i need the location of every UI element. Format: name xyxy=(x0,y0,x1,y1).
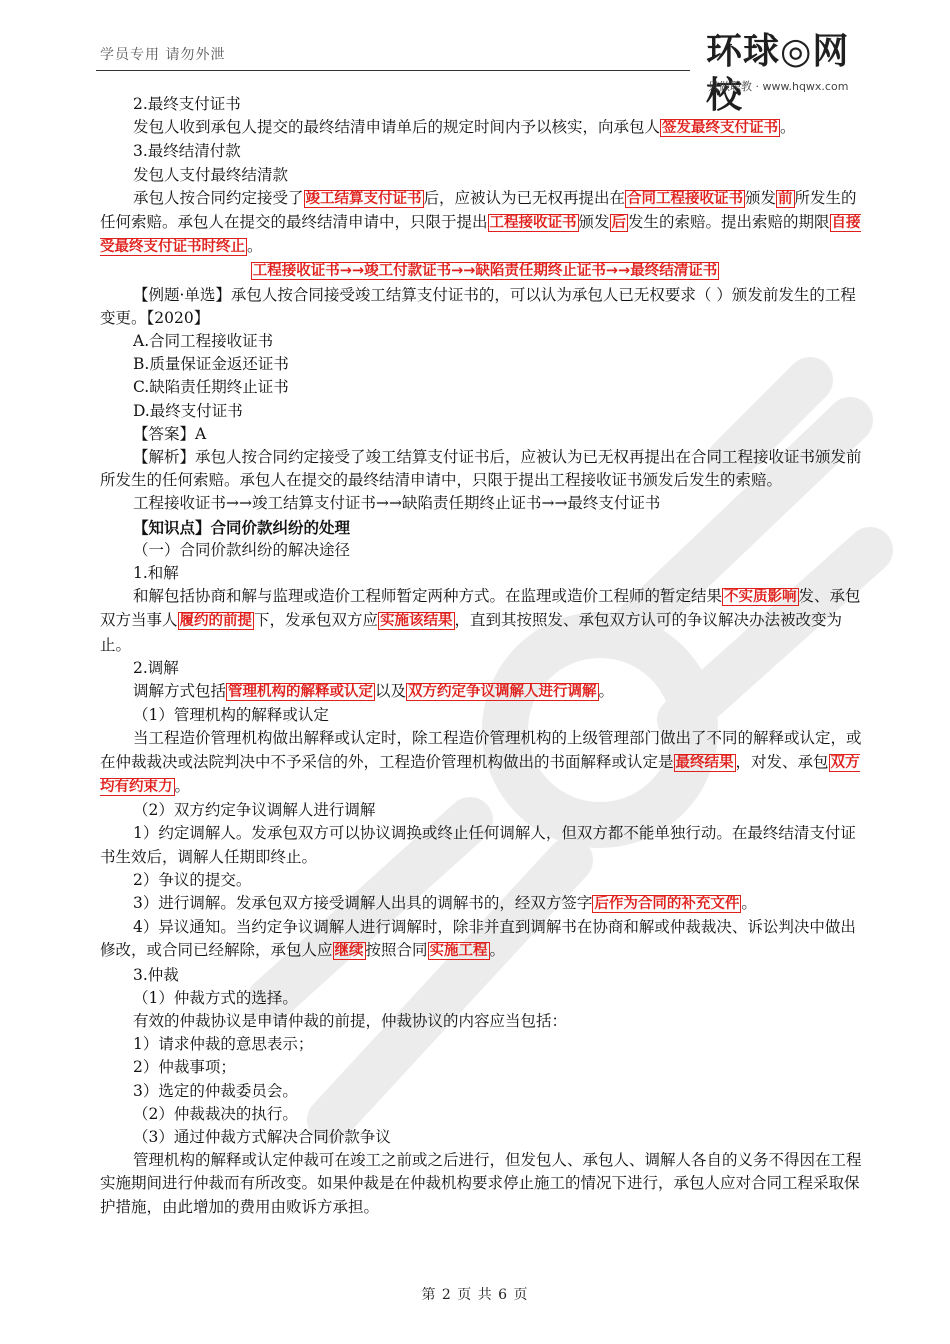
paragraph: 管理机构的解释或认定仲裁可在竣工之前或之后进行，但发包人、承包人、调解人各自的义务不得因在工程实施期间进行仲裁而有所改变。如果仲裁是在仲裁机构要求停止施工的情况下进行，承包人应对合同工程采取保护措施，由此增加的费用由败诉方承担。 xyxy=(100,1151,862,1216)
list-item: 2）仲裁事项； xyxy=(133,1058,236,1077)
highlight-term: 工程接收证书 xyxy=(489,215,577,232)
paragraph: 调解方式包括 管理机构的解释或认定 以及 双方约定争议调解人进行调解 。 xyxy=(133,682,615,701)
brand-logo xyxy=(706,30,886,116)
subsection-heading: 3.仲裁 xyxy=(133,965,179,984)
paragraph: 当工程造价管理机构做出解释或认定时，除工程造价管理机构的上级管理部门做出了不同的解释或认定，或在仲裁裁决或法院判决中不予采信的外，工程造价管理机构做出的书面解释或认定是 最终结果 ，对发、承包 双方均有约束力 。 xyxy=(100,729,862,795)
paragraph: 承包人按合同约定接受了 竣工结算支付证书 后，应被认为已无权再提出在 合同工程接收证书 颁发 前 所发生的任何索赔。承包人在提交的最终结清申请中，只限于提出 工程接收证书 颁发 后 发生的索赔。提出索赔的期限 自接受最终支付证书时终止 。 xyxy=(100,188,861,256)
paragraph: 4）异议通知。当约定争议调解人进行调解时，除非并直到调解书在协商和解或仲裁裁决、诉讼判决中做出修改，或合同已经解除，承包人应 继续 按照合同 实施工程 。 xyxy=(100,918,856,960)
highlight-term: 最终结果 xyxy=(675,754,734,771)
paragraph: 3）进行调解。发承包双方接受调解人出具的调解书的，经双方签字 后作为合同的补充文件 。 xyxy=(133,893,757,912)
item-heading: （2）双方约定争议调解人进行调解 xyxy=(133,801,376,820)
highlight-term: 双方均有约束力 xyxy=(100,754,860,795)
option-b: B.质量保证金返还证书 xyxy=(133,355,289,374)
flow-highlight: 工程接收证书→→竣工付款证书→→缺陷责任期终止证书→→最终结清证书 xyxy=(252,263,718,280)
highlight-term: 实施工程 xyxy=(429,943,488,960)
highlight-term: 合同工程接收证书 xyxy=(627,190,744,207)
paragraph: 2）争议的提交。 xyxy=(133,870,252,889)
highlight-term: 管理机构的解释或认定 xyxy=(228,684,374,701)
flow-summary: 工程接收证书→→竣工结算支付证书→→缺陷责任期终止证书→→最终支付证书 xyxy=(133,494,661,513)
highlight-term: 实施该结果 xyxy=(380,613,453,630)
heading-final-payment-cert: 2.最终支付证书 xyxy=(133,95,241,113)
example-question: 【例题·单选】承包人按合同接受竣工结算支付证书的，可以认为承包人已无权要求（ ）颁发前发生的工程变更。【2020】 xyxy=(100,285,856,327)
highlight-term: 继续 xyxy=(334,943,364,960)
logo-tagline: 只做职教 · www.hqwx.com xyxy=(708,80,849,93)
list-item: 3）选定的仲裁委员会。 xyxy=(133,1081,298,1100)
item-heading: （2）仲裁裁决的执行。 xyxy=(133,1104,298,1123)
explanation: 【解析】承包人按合同约定接受了竣工结算支付证书后，应被认为已无权再提出在合同工程接收证书颁发前所发生的任何索赔。承包人在提交的最终结清申请中，只限于提出工程接收证书颁发后发生的索赔。 xyxy=(100,448,862,490)
option-d: D.最终支付证书 xyxy=(133,401,243,420)
highlight-term: 双方约定争议调解人进行调解 xyxy=(408,684,597,701)
answer: 【答案】A xyxy=(133,424,207,443)
highlight-term: 竣工结算支付证书 xyxy=(305,190,422,207)
header-notice: 学员专用 请勿外泄 xyxy=(100,47,226,63)
highlight-term: 后 xyxy=(611,215,627,232)
paragraph: 发包人支付最终结清款 xyxy=(133,165,289,184)
paragraph: 发包人收到承包人提交的最终结清申请单后的规定时间内予以核实，向承包人 签发最终支付证书 。 xyxy=(133,118,796,137)
highlight-term: 后作为合同的补充文件 xyxy=(594,895,740,912)
document-body xyxy=(100,93,870,1219)
subsection-heading: 1.和解 xyxy=(133,564,179,583)
item-heading: （3）通过仲裁方式解决合同价款争议 xyxy=(133,1127,391,1146)
page-number: 第 2 页 共 6 页 xyxy=(421,1287,529,1303)
highlight-term: 履约的前提 xyxy=(179,613,253,630)
flow-line xyxy=(100,259,870,283)
logo-wordmark: 环球◎网校 xyxy=(706,31,850,116)
highlight-term: 不实质影响 xyxy=(724,589,797,606)
heading-final-settlement: 3.最终结清付款 xyxy=(133,142,241,161)
highlight-term: 自接受最终支付证书时终止 xyxy=(100,215,861,256)
highlight-term: 签发最终支付证书 xyxy=(662,120,779,137)
item-heading: （1）管理机构的解释或认定 xyxy=(133,706,329,725)
list-item: 1）请求仲裁的意思表示； xyxy=(133,1035,314,1054)
header-divider xyxy=(96,70,690,71)
knowledge-point-heading: 【知识点】合同价款纠纷的处理 xyxy=(133,517,351,537)
paragraph: 1）约定调解人。发承包双方可以协议调换或终止任何调解人，但双方都不能单独行动。在最终结清支付证书生效后，调解人任期即终止。 xyxy=(100,824,856,866)
option-a: A.合同工程接收证书 xyxy=(133,332,274,351)
paragraph: 和解包括协商和解与监理或造价工程师暂定两种方式。在监理或造价工程师的暂定结果 不实质影响 发、承包双方当事人 履约的前提 下，发承包双方应 实施该结果 ，直到其按照发、承包双方认可的争议解决办法被改变为止。 xyxy=(100,587,861,654)
highlight-term: 前 xyxy=(778,190,793,207)
option-c: C.缺陷责任期终止证书 xyxy=(133,378,289,397)
subsection-heading: 2.调解 xyxy=(133,658,179,677)
paragraph: 有效的仲裁协议是申请仲裁的前提，仲裁协议的内容应当包括： xyxy=(133,1011,568,1030)
section-heading: （一）合同价款纠纷的解决途径 xyxy=(133,540,351,559)
item-heading: （1）仲裁方式的选择。 xyxy=(133,988,298,1007)
